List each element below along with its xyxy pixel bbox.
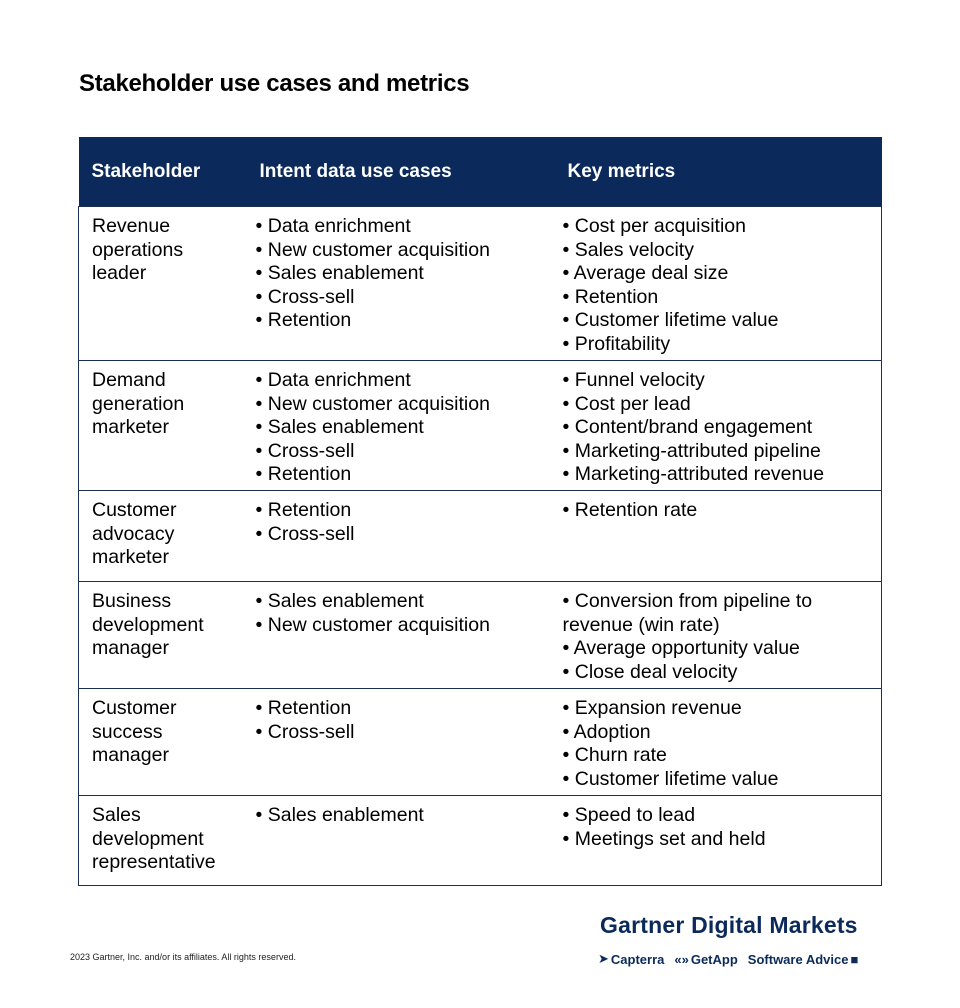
table-row	[79, 582, 882, 689]
copyright-text: 2023 Gartner, Inc. and/or its affiliates. All rights reserved.	[70, 952, 296, 962]
metric-item: • Customer lifetime value	[562, 309, 779, 331]
getapp-logo: «» GetApp	[674, 951, 738, 967]
software-advice-bubble-icon: ■	[850, 951, 859, 967]
use-case-item: • New customer acquisition	[255, 392, 490, 415]
use-cases-cell	[247, 582, 555, 689]
metric-item: • Adoption	[562, 720, 651, 743]
metrics-cell	[555, 582, 882, 689]
use-case-item: • Retention	[255, 309, 352, 331]
table-row	[79, 689, 882, 796]
use-case-item: • New customer acquisition	[255, 238, 490, 261]
header-stakeholder: Stakeholder	[79, 137, 247, 207]
use-case-item: • Retention	[255, 499, 352, 521]
table-header-row	[79, 137, 882, 207]
stakeholder-cell: Demand generation marketer	[79, 361, 247, 491]
use-case-item: • Data enrichment	[255, 369, 411, 391]
metrics-cell	[555, 207, 882, 361]
table-row	[79, 207, 882, 361]
metric-item: • Churn rate	[562, 744, 667, 766]
metric-item: • Average opportunity value	[562, 637, 800, 659]
metric-item: • Profitability	[562, 332, 671, 355]
metric-item: • Cost per acquisition	[562, 215, 746, 237]
metric-item: • Expansion revenue	[562, 697, 742, 719]
metric-item: • Meetings set and held	[562, 827, 766, 850]
metric-item: • Speed to lead	[562, 804, 696, 826]
metric-item: • Average deal size	[562, 262, 729, 284]
use-case-item: • New customer acquisition	[255, 613, 490, 636]
metrics-cell	[555, 796, 882, 886]
metric-item: • Marketing-attributed revenue	[562, 463, 825, 485]
metric-item: • Close deal velocity	[562, 660, 738, 683]
stakeholder-cell: Customer success manager	[79, 689, 247, 796]
metric-item: • Marketing-attributed pipeline	[562, 439, 821, 462]
metrics-cell	[555, 361, 882, 491]
getapp-chevrons-icon: «»	[674, 951, 689, 967]
use-case-item: • Data enrichment	[255, 215, 411, 237]
metric-item: • Customer lifetime value	[562, 767, 779, 790]
stakeholder-cell: Business development manager	[79, 582, 247, 689]
metric-item: • Retention rate	[562, 499, 698, 521]
use-case-item: • Sales enablement	[255, 590, 424, 612]
page-title: Stakeholder use cases and metrics	[79, 70, 470, 97]
brand-logo-text: Gartner Digital Markets	[600, 912, 858, 938]
metrics-cell	[555, 689, 882, 796]
table-row	[79, 491, 882, 582]
use-case-item: • Sales enablement	[255, 804, 424, 826]
capterra-arrow-icon: ➤	[598, 951, 609, 966]
use-cases-cell	[247, 491, 555, 582]
use-case-item: • Cross-sell	[255, 720, 355, 743]
use-case-item: • Sales enablement	[255, 262, 424, 284]
capterra-logo: ➤ Capterra	[598, 951, 665, 967]
use-case-item: • Retention	[255, 463, 352, 485]
stakeholder-cell: Revenue operations leader	[79, 207, 247, 361]
stakeholder-table	[78, 137, 882, 886]
metric-item: • Conversion from pipeline to revenue (win rate)	[562, 590, 813, 636]
metrics-cell	[555, 491, 882, 582]
metric-item: • Funnel velocity	[562, 369, 705, 391]
metric-item: • Cost per lead	[562, 392, 691, 415]
use-case-item: • Cross-sell	[255, 522, 355, 545]
use-case-item: • Cross-sell	[255, 285, 355, 308]
table-row	[79, 361, 882, 491]
metric-item: • Sales velocity	[562, 238, 694, 261]
software-advice-logo: Software Advice ■	[747, 951, 859, 967]
sub-brand-logos	[598, 951, 858, 967]
use-case-item: • Cross-sell	[255, 439, 355, 462]
header-metrics: Key metrics	[555, 137, 882, 207]
metric-item: • Content/brand engagement	[562, 416, 813, 438]
use-cases-cell	[247, 207, 555, 361]
header-use-cases: Intent data use cases	[247, 137, 555, 207]
metric-item: • Retention	[562, 285, 659, 308]
use-cases-cell	[247, 689, 555, 796]
stakeholder-cell: Customer advocacy marketer	[79, 491, 247, 582]
stakeholder-cell: Sales development representative	[79, 796, 247, 886]
use-case-item: • Sales enablement	[255, 416, 424, 438]
use-cases-cell	[247, 796, 555, 886]
table-row	[79, 796, 882, 886]
use-case-item: • Retention	[255, 697, 352, 719]
use-cases-cell	[247, 361, 555, 491]
